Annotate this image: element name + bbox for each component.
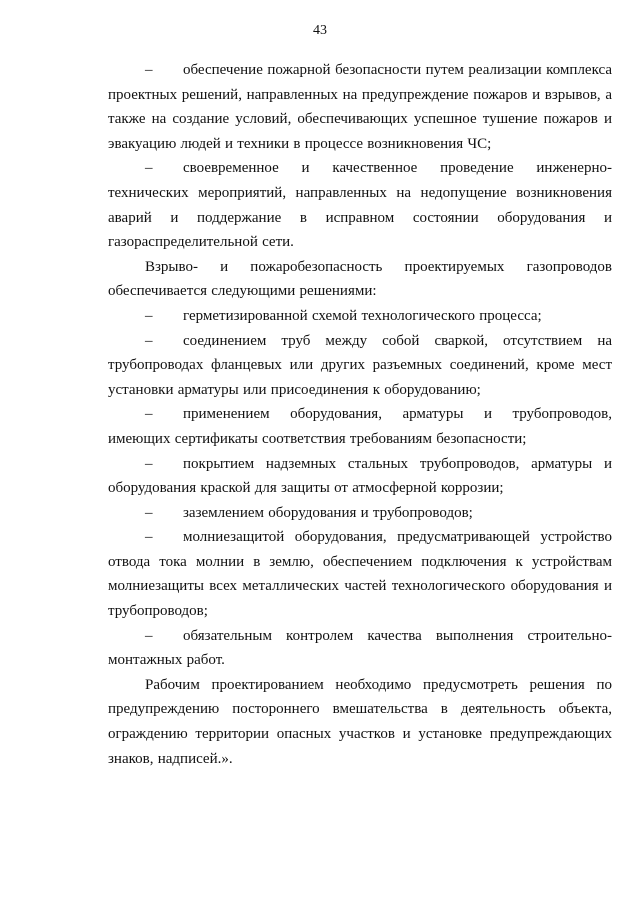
list-item-text: герметизированной схемой технологического процесса; [183,307,542,324]
list-item [108,501,612,526]
list-item [108,452,612,501]
list-item-text: обязательным контролем качества выполнения строительно-монтажных работ. [108,627,612,669]
list-item-text: покрытием надземных стальных трубопроводов, арматуры и оборудования краской для защиты от атмосферной коррозии; [108,455,612,497]
list-dash: – [145,455,153,472]
list-item [108,525,612,623]
list-item [108,304,612,329]
list-dash: – [145,529,153,546]
list-dash: – [145,406,153,423]
paragraph: Рабочим проектированием необходимо предусмотреть решения по предупреждению постороннего вмешательства в деятельность объекта, ограждению территории опасных участков и установке предупреждающих знаков, надписей.». [108,676,612,767]
list-item [108,156,612,254]
list-dash: – [145,307,153,324]
list-item-text: соединением труб между собой сваркой, отсутствием на трубопроводах фланцевых или других разъемных соединений, кроме мест установки арматуры или присоединения к оборудованию; [108,332,612,398]
list-item-text: обеспечение пожарной безопасности путем реализации комплекса проектных решений, направленных на предупреждение пожаров и взрывов, а также на создание условий, обеспечивающих успешное тушение пожаров и эвакуацию людей и техники в процессе возникновения ЧС; [108,62,612,152]
list-item-text: молниезащитой оборудования, предусматривающей устройство отвода тока молнии в землю, обеспечением подключения к устройствам молниезащиты всех металлических частей технологического оборудования и трубопроводов; [108,529,612,620]
document-body [108,58,612,771]
list-item-text: применением оборудования, арматуры и трубопроводов, имеющих сертификаты соответствия требованиям безопасности; [108,406,612,447]
list-item-text: своевременное и качественное проведение инженерно-технических мероприятий, направленных на недопущение возникновения аварий и поддержание в исправном состоянии оборудования и газораспределительной сети. [108,160,612,251]
list-item [108,58,612,156]
list-dash: – [145,160,153,177]
list-item [108,624,612,673]
list-dash: – [145,332,153,349]
paragraph: Взрыво- и пожаробезопасность проектируемых газопроводов обеспечивается следующими решениями: [108,258,612,300]
list-dash: – [145,627,153,644]
list-dash: – [145,504,153,521]
list-dash: – [145,62,153,78]
page-number: 43 [313,23,327,38]
list-item-text: заземлением оборудования и трубопроводов; [183,504,473,521]
list-item [108,329,612,403]
list-item [108,402,612,451]
